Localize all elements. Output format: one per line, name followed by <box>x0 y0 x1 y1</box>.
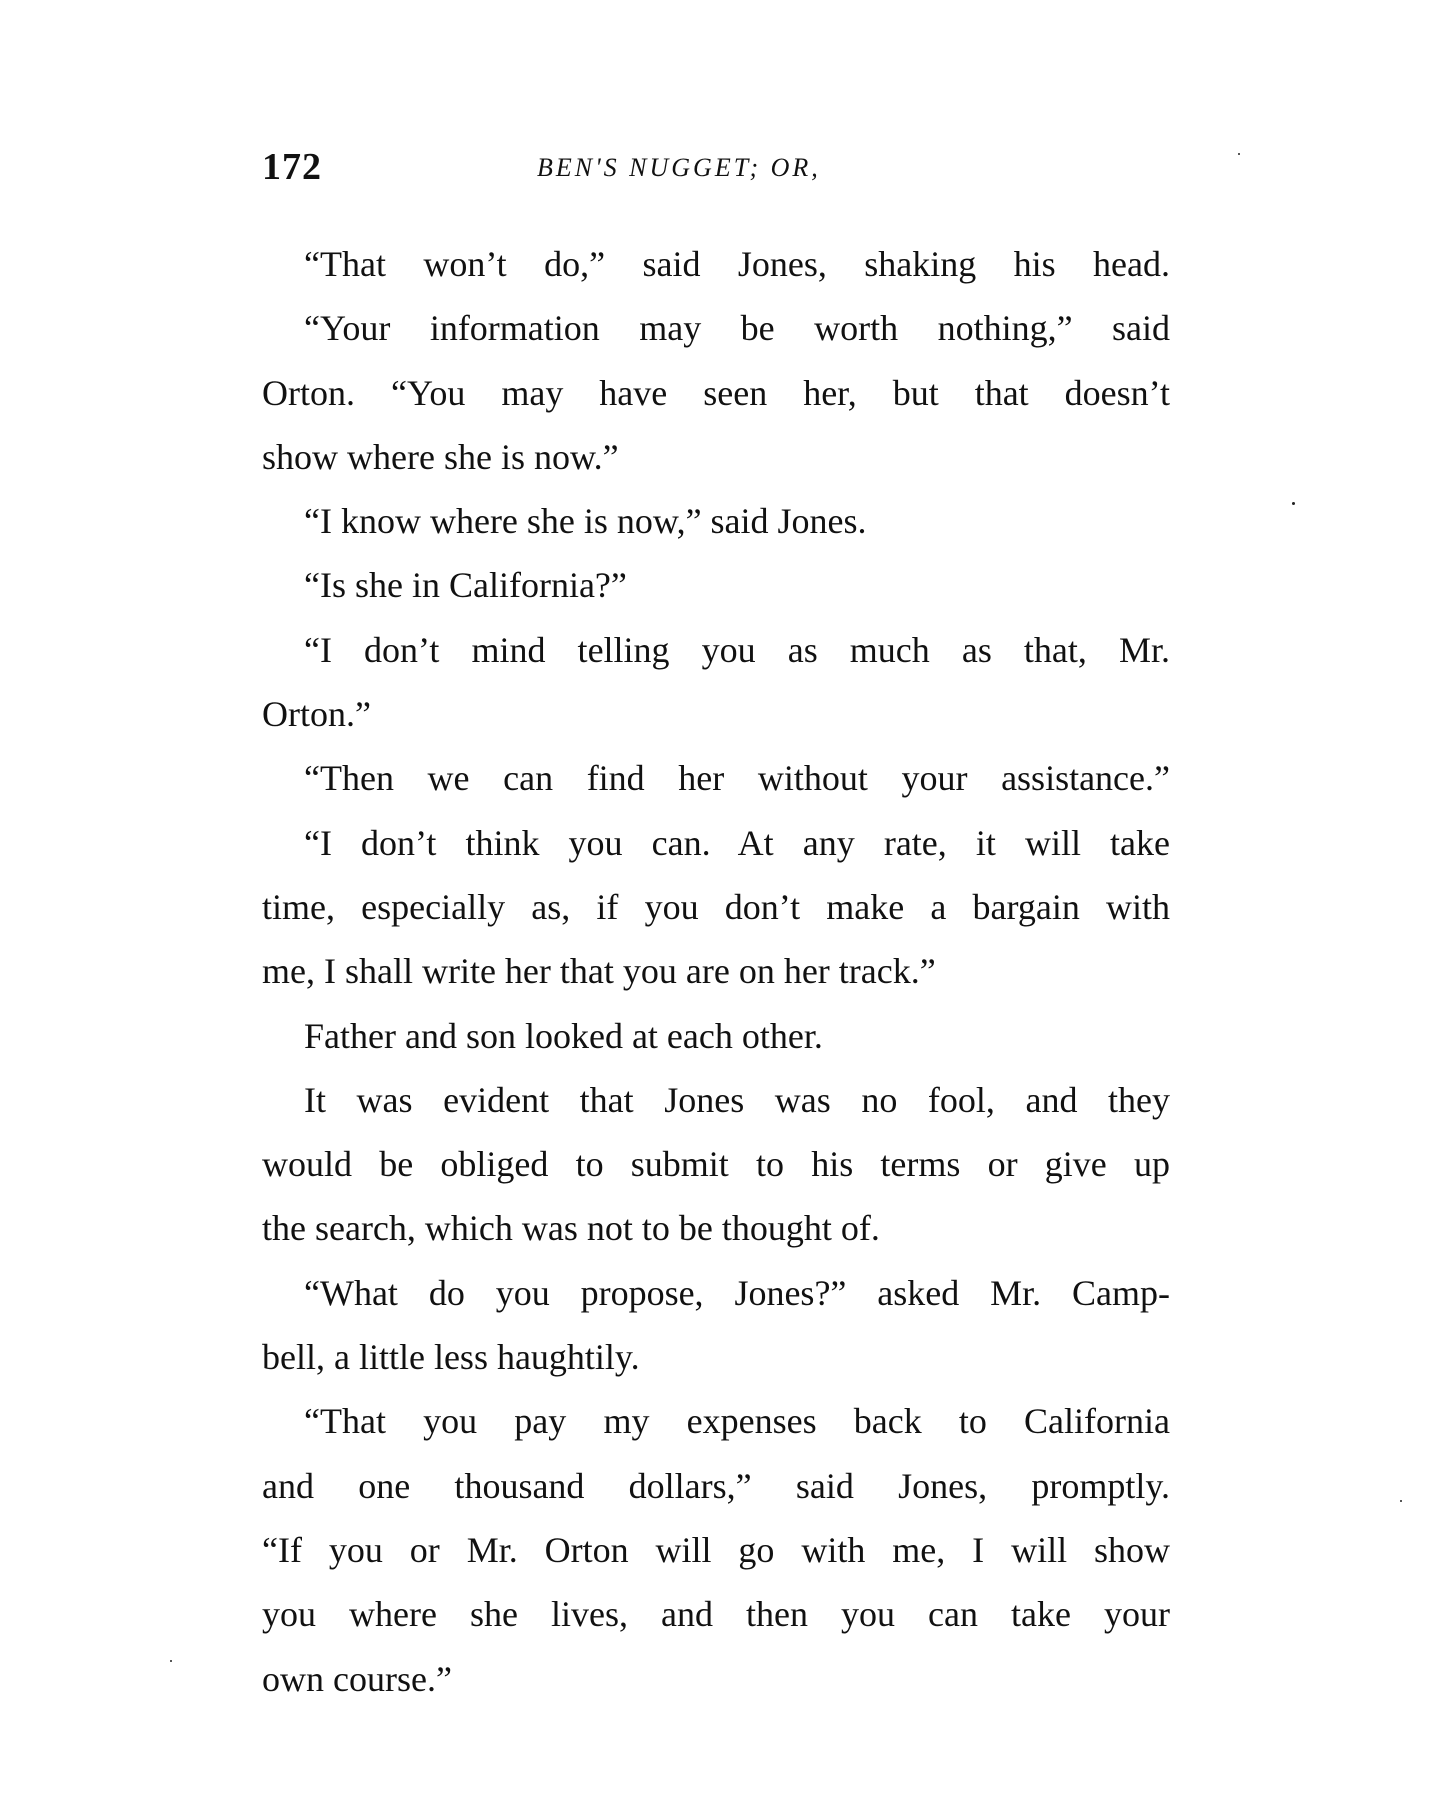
running-head: BEN'S NUGGET; OR, <box>537 153 821 182</box>
text-line: “What do you propose, Jones?” asked Mr. Camp- <box>304 1272 1170 1313</box>
text-line: time, especially as, if you don’t make a bargain with <box>262 886 1170 927</box>
scan-speck <box>1292 502 1295 505</box>
text-line: It was evident that Jones was no fool, and they <box>304 1079 1170 1120</box>
text-line: and one thousand dollars,” said Jones, promptly. <box>262 1465 1170 1506</box>
text-line: “I don’t mind telling you as much as that, Mr. <box>304 629 1170 670</box>
text-line: “Then we can find her without your assistance.” <box>304 758 1170 799</box>
text-line: “That won’t do,” said Jones, shaking his head. <box>304 244 1170 284</box>
text-line: “That you pay my expenses back to California <box>304 1401 1170 1442</box>
scan-speck <box>170 1660 172 1662</box>
text-line: you where she lives, and then you can take your <box>262 1594 1170 1635</box>
page-header <box>262 145 1162 195</box>
text-line: own course.” <box>262 1658 452 1699</box>
scan-speck <box>1400 1500 1402 1502</box>
text-line: “I know where she is now,” said Jones. <box>304 501 867 542</box>
text-line: me, I shall write her that you are on her track.” <box>262 951 936 992</box>
text-line: would be obliged to submit to his terms or give up <box>262 1144 1170 1185</box>
text-line: Father and son looked at each other. <box>304 1015 823 1056</box>
text-line: “Your information may be worth nothing,” said <box>304 308 1170 349</box>
text-line: show where she is now.” <box>262 436 619 477</box>
text-line: “Is she in California?” <box>304 565 627 606</box>
scan-speck <box>1238 153 1240 155</box>
text-line: “If you or Mr. Orton will go with me, I will show <box>262 1529 1170 1570</box>
text-line: Orton. “You may have seen her, but that doesn’t <box>262 372 1170 413</box>
page-number: 172 <box>262 146 322 188</box>
body-text <box>262 232 1170 1711</box>
text-line: bell, a little less haughtily. <box>262 1337 640 1378</box>
text-line: the search, which was not to be thought of. <box>262 1208 880 1249</box>
text-line: Orton.” <box>262 694 371 735</box>
text-line: “I don’t think you can. At any rate, it will take <box>304 822 1170 863</box>
